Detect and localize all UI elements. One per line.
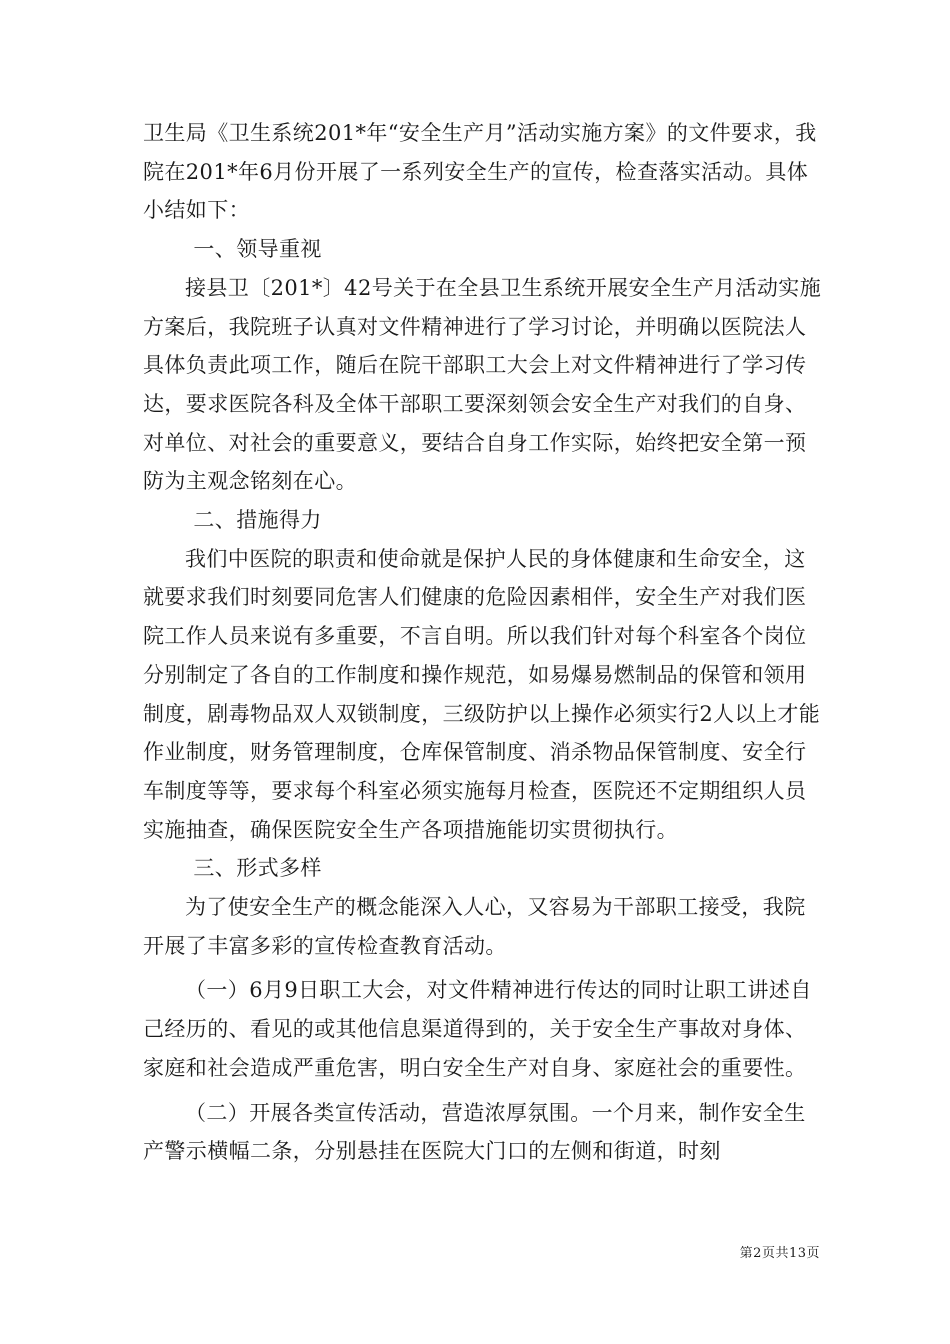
forms-paragraph: 为了使安全生产的概念能深入人心，又容易为干部职工接受，我院开展了丰富多彩的宣传检查教育活动。 [143, 895, 806, 958]
leadership-paragraph: 接县卫〔201*〕42号关于在全县卫生系统开展安全生产月活动实施方案后，我院班子认真对文件精神进行了学习讨论，并明确以医院法人具体负责此项工作，随后在院干部职工大会上对文件精神进行了学习传达，要求医院各科及全体干部职工要深刻领会安全生产对我们的自身、对单位、对社会的重要意义，要结合自身工作实际，始终把安全第一预防为主观念铭刻在心。 [143, 275, 822, 494]
page-number: 第2页共13页 [739, 1246, 820, 1261]
measures-paragraph: 我们中医院的职责和使命就是保护人民的身体健康和生命安全，这就要求我们时刻要同危害人们健康的危险因素相伴，安全生产对我们医院工作人员来说有多重要，不言自明。所以我们针对每个科室各个岗位分别制定了各自的工作制度和操作规范，如易爆易燃制品的保管和领用制度，剧毒物品双人双锁制度，三级防护以上操作必须实行2人以上才能作业制度，财务管理制度，仓库保管制度、消杀物品保管制度、安全行车制度等等，要求每个科室必须实施每月检查，医院还不定期组织人员实施抽查，确保医院安全生产各项措施能切实贯彻执行。 [143, 546, 821, 842]
section-heading-measures: 二、措施得力 [193, 508, 322, 533]
section-heading-leadership: 一、领导重视 [193, 237, 322, 262]
intro-paragraph: 卫生局《卫生系统201*年“安全生产月”活动实施方案》的文件要求，我院在201*年6月份开展了一系列安全生产的宣传，检查落实活动。具体小结如下： [143, 121, 817, 223]
item-one-paragraph: （一）6月9日职工大会，对文件精神进行传达的同时让职工讲述自己经历的、看见的或其他信息渠道得到的，关于安全生产事故对身体、家庭和社会造成严重危害，明白安全生产对自身、家庭社会的重要性。 [143, 978, 812, 1080]
document-body [143, 114, 823, 1171]
section-heading-forms: 三、形式多样 [193, 856, 322, 881]
item-two-paragraph: （二）开展各类宣传活动，营造浓厚氛围。一个月来，制作安全生产警示横幅二条，分别悬挂在医院大门口的左侧和街道，时刻 [143, 1100, 806, 1164]
